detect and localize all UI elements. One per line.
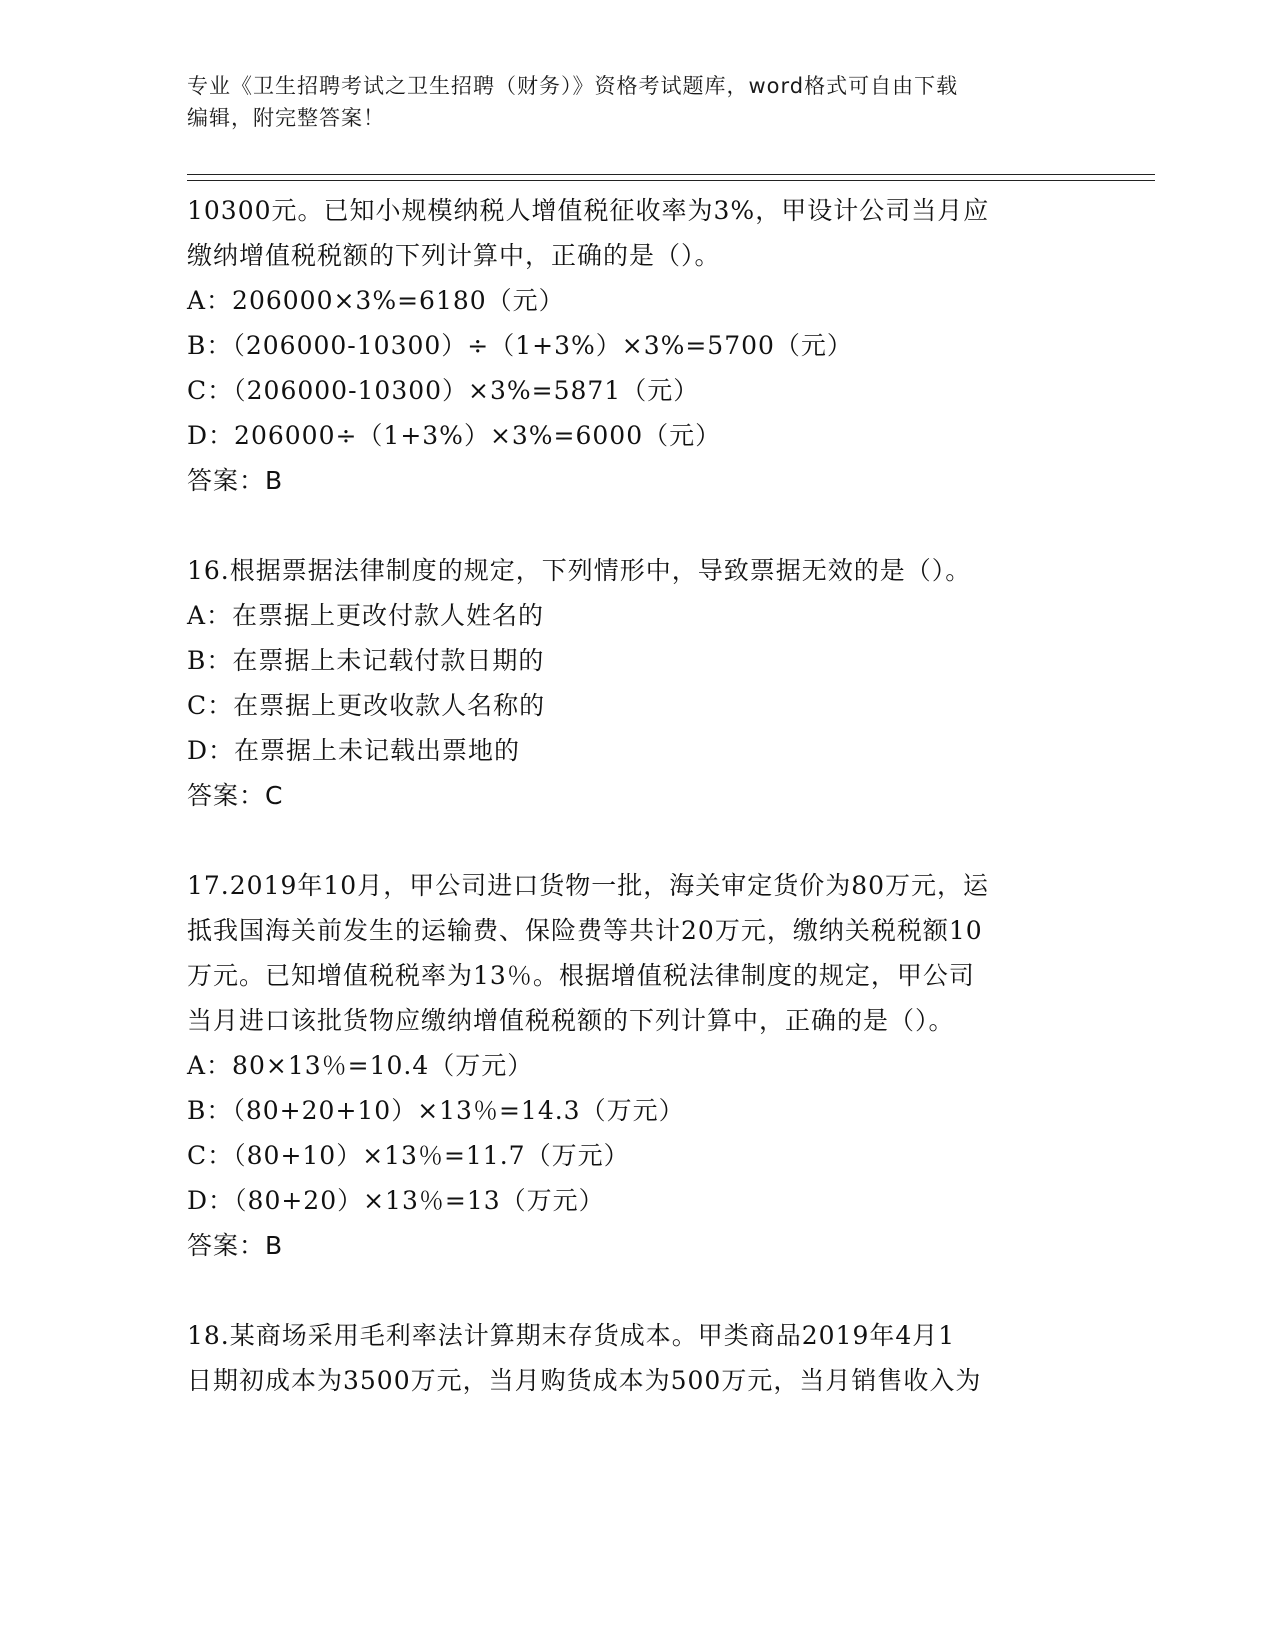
question-stem-line: 18.某商场采用毛利率法计算期末存货成本。甲类商品2019年4月1 bbox=[187, 1321, 956, 1350]
question-stem-line: 当月进口该批货物应缴纳增值税税额的下列计算中，正确的是（）。 bbox=[187, 1006, 955, 1035]
question-stem-line: 日期初成本为3500万元，当月购货成本为500万元，当月销售收入为 bbox=[187, 1366, 982, 1395]
option-b: B：在票据上未记载付款日期的 bbox=[187, 646, 545, 675]
option-a: A：206000×3%=6180（元） bbox=[187, 286, 565, 315]
header-divider-top bbox=[187, 174, 1155, 175]
header-line-1: 专业《卫生招聘考试之卫生招聘（财务）》资格考试题库，word格式可自由下载 bbox=[187, 74, 959, 98]
option-b: B：（206000-10300）÷（1+3%）×3%=5700（元） bbox=[187, 331, 853, 360]
header-line-2: 编辑，附完整答案！ bbox=[187, 106, 385, 130]
answer: 答案：B bbox=[187, 1231, 284, 1260]
option-c: C：（80+10）×13％=11.7（万元） bbox=[187, 1141, 630, 1170]
question-17 bbox=[187, 863, 1087, 1268]
question-stem-line: 10300元。已知小规模纳税人增值税征收率为3%，甲设计公司当月应 bbox=[187, 196, 990, 225]
question-stem-line: 17.2019年10月，甲公司进口货物一批，海关审定货价为80万元，运 bbox=[187, 871, 990, 900]
option-d: D：在票据上未记载出票地的 bbox=[187, 736, 521, 765]
option-b: B：（80+20+10）×13％=14.3（万元） bbox=[187, 1096, 685, 1125]
answer: 答案：B bbox=[187, 466, 284, 495]
question-stem-line: 缴纳增值税税额的下列计算中，正确的是（）。 bbox=[187, 241, 721, 270]
answer: 答案：C bbox=[187, 781, 284, 810]
question-stem-line: 抵我国海关前发生的运输费、保险费等共计20万元，缴纳关税税额10 bbox=[187, 916, 983, 945]
question-15 bbox=[187, 188, 1087, 503]
spacer bbox=[187, 1268, 1087, 1313]
question-18 bbox=[187, 1313, 1087, 1403]
question-stem-line: 万元。已知增值税税率为13％。根据增值税法律制度的规定，甲公司 bbox=[187, 961, 975, 990]
option-d: D：（80+20）×13％=13（万元） bbox=[187, 1186, 605, 1215]
header-divider-bottom bbox=[187, 180, 1155, 181]
question-stem-line: 16.根据票据法律制度的规定，下列情形中，导致票据无效的是（）。 bbox=[187, 556, 972, 585]
option-c: C：在票据上更改收款人名称的 bbox=[187, 691, 546, 720]
spacer bbox=[187, 818, 1087, 863]
option-a: A：80×13％=10.4（万元） bbox=[187, 1051, 534, 1080]
option-d: D：206000÷（1+3%）×3%=6000（元） bbox=[187, 421, 722, 450]
question-16 bbox=[187, 548, 1087, 818]
document-header bbox=[187, 70, 1067, 134]
document-body bbox=[187, 188, 1087, 1403]
option-a: A：在票据上更改付款人姓名的 bbox=[187, 601, 545, 630]
spacer bbox=[187, 503, 1087, 548]
option-c: C：（206000-10300）×3%=5871（元） bbox=[187, 376, 700, 405]
